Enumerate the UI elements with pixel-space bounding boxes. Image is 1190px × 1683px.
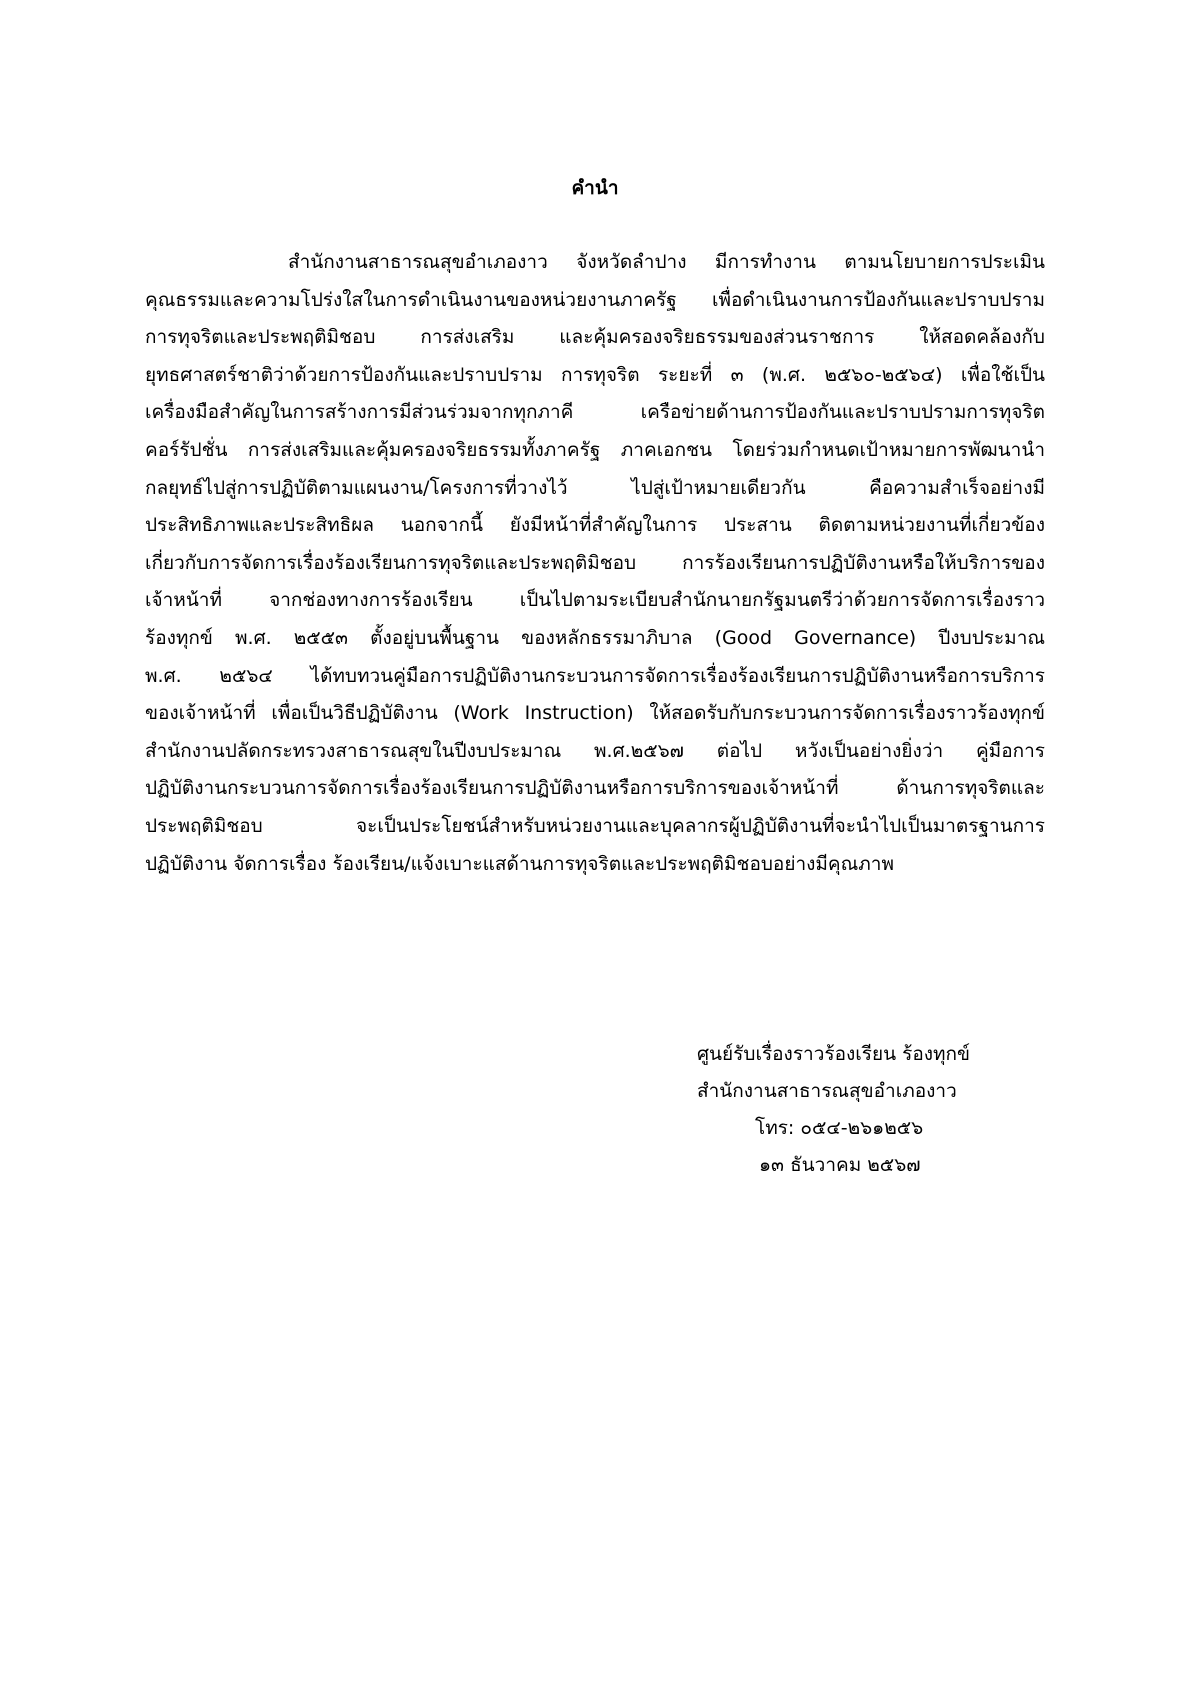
body-line: กลยุทธ์ไปสู่การปฏิบัติตามแผนงาน/โครงการที่วางไว้ ไปสู่เป้าหมายเดียวกัน คือความสำเร็จอย่างมี	[145, 476, 1045, 499]
body-line: พ.ศ. ๒๕๖๔ ได้ทบทวนคู่มือการปฏิบัติงานกระบวนการจัดการเรื่องร้องเรียนการปฏิบัติงานหรือการบริการ	[145, 664, 1045, 687]
body-line: ปฏิบัติงาน จัดการเรื่อง ร้องเรียน/แจ้งเบาะแสด้านการทุจริตและประพฤติมิชอบอย่างมีคุณภาพ	[145, 852, 894, 875]
body-line: ปฏิบัติงานกระบวนการจัดการเรื่องร้องเรียนการปฏิบัติงานหรือการบริการของเจ้าหน้าที่ ด้านการทุจริตและ	[145, 777, 1045, 800]
body-line: ประสิทธิภาพและประสิทธิผล นอกจากนี้ ยังมีหน้าที่สำคัญในการ ประสาน ติดตามหน่วยงานที่เกี่ยวข้อง	[145, 514, 1045, 537]
body-line: สำนักงานสาธารณสุขอำเภองาว จังหวัดลำปาง มีการทำงาน ตามนโยบายการประเมิน	[288, 251, 1045, 273]
signature-block	[697, 1036, 970, 1184]
signature-center: ศูนย์รับเรื่องราวร้องเรียน ร้องทุกข์	[697, 1043, 971, 1065]
body-line: คุณธรรมและความโปร่งใสในการดำเนินงานของหน่วยงานภาครัฐ เพื่อดำเนินงานการป้องกันและปราบปราม	[145, 288, 1045, 311]
body-line: สำนักงานปลัดกระทรวงสาธารณสุขในปีงบประมาณ พ.ศ.๒๕๖๗ ต่อไป หวังเป็นอย่างยิ่งว่า คู่มือการ	[145, 739, 1045, 762]
body-line: เครื่องมือสำคัญในการสร้างการมีส่วนร่วมจากทุกภาคี เครือข่ายด้านการป้องกันและปราบปรามการทุจริต	[145, 401, 1045, 424]
body-line: ของเจ้าหน้าที่ เพื่อเป็นวิธีปฏิบัติงาน (Work Instruction) ให้สอดรับกับกระบวนการจัดการเรื่องราวร้องทุกข์	[145, 702, 1045, 725]
body-line: การทุจริตและประพฤติมิชอบ การส่งเสริม และคุ้มครองจริยธรรมของส่วนราชการ ให้สอดคล้องกับ	[145, 326, 1045, 349]
body-line: คอร์รัปชั่น การส่งเสริมและคุ้มครองจริยธรรมทั้งภาครัฐ ภาคเอกชน โดยร่วมกำหนดเป้าหมายการพัฒนานำ	[145, 438, 1045, 461]
page-title: คำนำ	[571, 177, 619, 199]
signature-phone: โทร: ๐๕๔-๒๖๑๒๕๖	[755, 1117, 924, 1139]
body-line: ประพฤติมิชอบ จะเป็นประโยชน์สำหรับหน่วยงานและบุคลากรผู้ปฏิบัติงานที่จะนำไปเป็นมาตรฐานการ	[145, 814, 1045, 837]
body-line: เจ้าหน้าที่ จากช่องทางการร้องเรียน เป็นไปตามระเบียบสำนักนายกรัฐมนตรีว่าด้วยการจัดการเรื่องราว	[145, 589, 1045, 612]
signature-date: ๑๓ ธันวาคม ๒๕๖๗	[759, 1154, 921, 1176]
preface-body	[145, 244, 1045, 883]
signature-office: สำนักงานสาธารณสุขอำเภองาว	[697, 1080, 957, 1102]
body-line: ร้องทุกข์ พ.ศ. ๒๕๕๓ ตั้งอยู่บนพื้นฐาน ของหลักธรรมาภิบาล (Good Governance) ปีงบประมาณ	[145, 626, 1045, 649]
body-line: ยุทธศาสตร์ชาติว่าด้วยการป้องกันและปราบปราม การทุจริต ระยะที่ ๓ (พ.ศ. ๒๕๖๐-๒๕๖๔) เพื่อใช้เป็น	[145, 363, 1045, 386]
body-line: เกี่ยวกับการจัดการเรื่องร้องเรียนการทุจริตและประพฤติมิชอบ การร้องเรียนการปฏิบัติงานหรือให้บริการของ	[145, 551, 1045, 574]
